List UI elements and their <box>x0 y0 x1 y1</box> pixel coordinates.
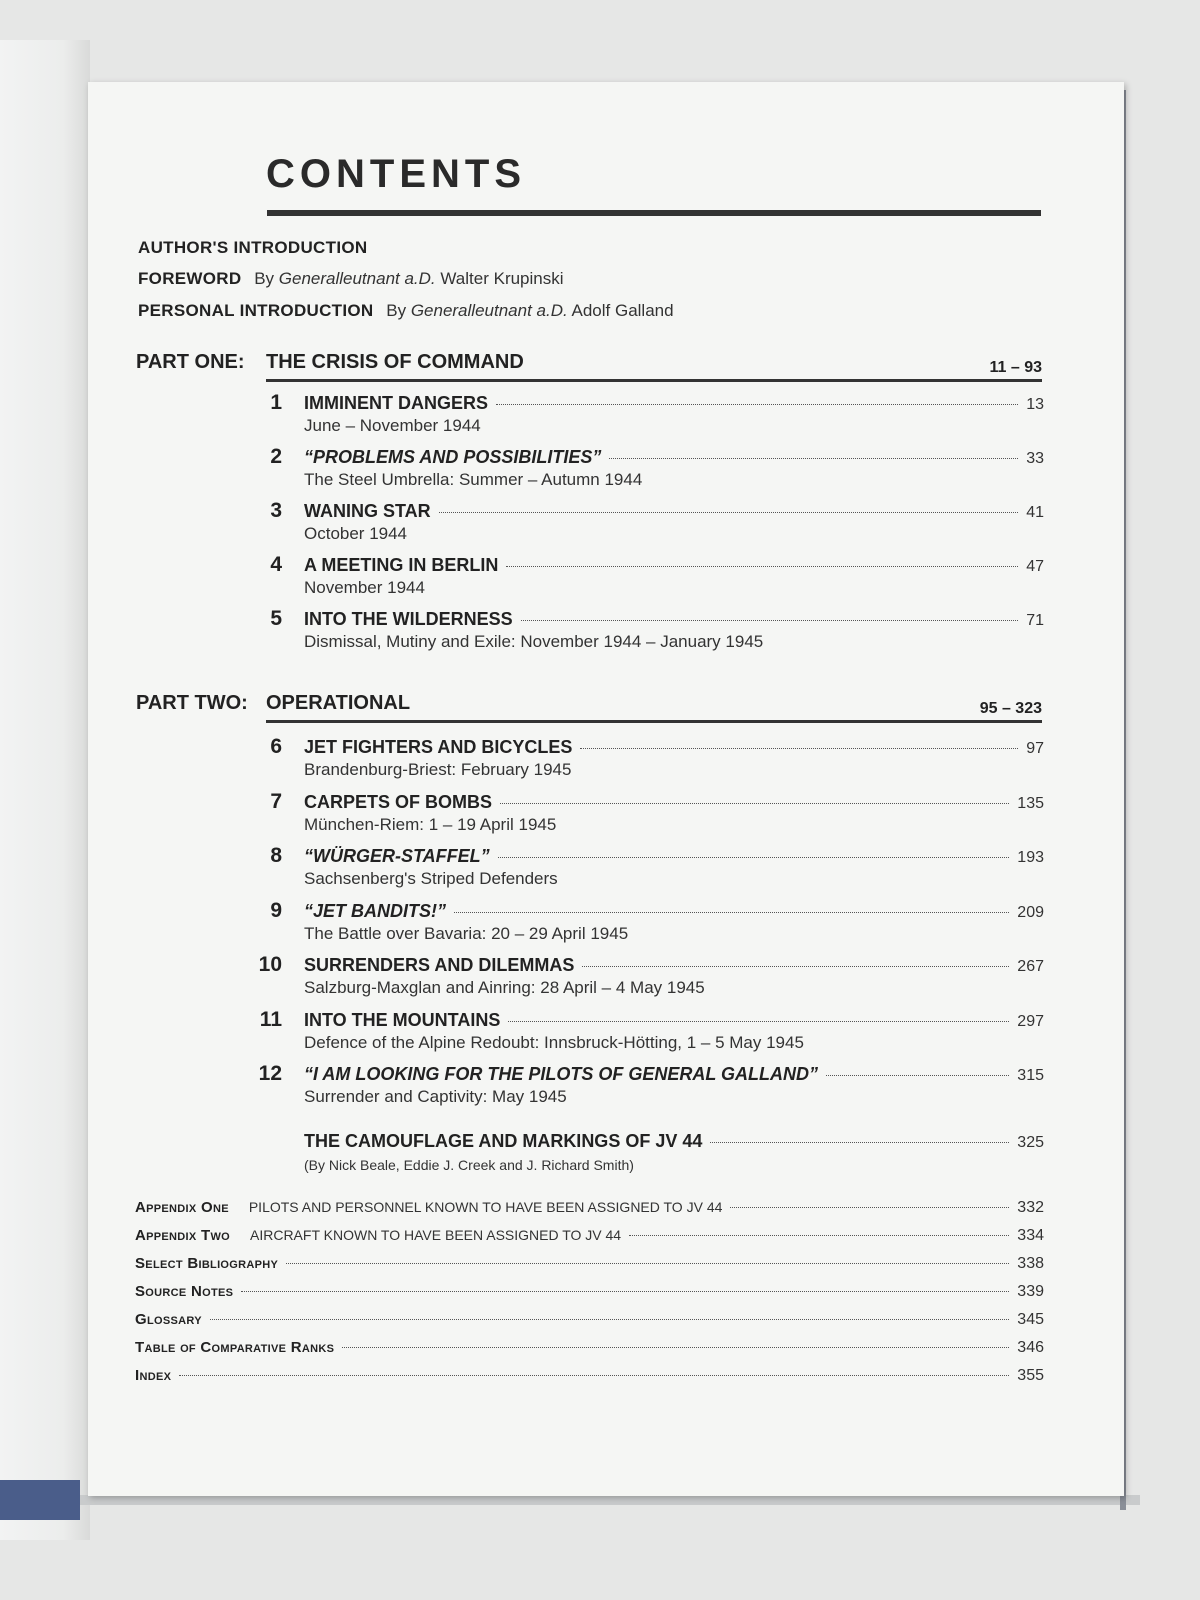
part-heading <box>136 351 1042 391</box>
chapter-subtitle: June – November 1944 <box>304 416 481 435</box>
backmatter-entry <box>135 1311 1044 1329</box>
dot-leader <box>241 1290 1009 1292</box>
chapter-entry <box>240 393 1044 443</box>
chapter-number: 7 <box>270 790 282 813</box>
part-page-range: 11 – 93 <box>989 359 1042 376</box>
chapter-entry <box>240 1010 1044 1060</box>
page-stack-edge <box>80 1495 1140 1505</box>
backmatter-label: Glossary <box>135 1311 202 1328</box>
chapter-number: 10 <box>258 953 282 976</box>
camouflage-title: THE CAMOUFLAGE AND MARKINGS OF JV 44 <box>304 1131 703 1151</box>
chapter-title: “JET BANDITS!” <box>304 901 447 921</box>
chapter-number: 8 <box>270 844 282 867</box>
chapter-subtitle: The Steel Umbrella: Summer – Autumn 1944 <box>304 470 643 489</box>
chapter-subtitle: München-Riem: 1 – 19 April 1945 <box>304 815 557 834</box>
chapter-entry <box>240 955 1044 1005</box>
camouflage-entry <box>240 1131 1044 1181</box>
personal-introduction-label: PERSONAL INTRODUCTION <box>138 301 374 320</box>
backmatter-page: 346 <box>1017 1339 1044 1356</box>
dot-leader <box>508 1020 1009 1022</box>
chapter-subtitle: October 1944 <box>304 524 408 543</box>
dot-leader <box>179 1374 1009 1376</box>
part-label: PART ONE: <box>136 351 245 373</box>
dot-leader <box>342 1346 1009 1348</box>
book-gutter <box>0 40 90 1540</box>
dot-leader <box>826 1074 1009 1076</box>
camouflage-page: 325 <box>1017 1134 1044 1151</box>
backmatter-label: Select Bibliography <box>135 1255 279 1272</box>
backmatter-description: AIRCRAFT KNOWN TO HAVE BEEN ASSIGNED TO JV 44 <box>250 1227 622 1243</box>
dot-leader <box>710 1141 1009 1143</box>
chapter-number: 11 <box>259 1008 282 1031</box>
backmatter-page: 339 <box>1017 1283 1044 1300</box>
chapter-page: 97 <box>1026 740 1044 757</box>
dot-leader <box>506 565 1018 567</box>
chapter-page: 193 <box>1017 849 1044 866</box>
part-page-range: 95 – 323 <box>979 700 1042 717</box>
backmatter-description: PILOTS AND PERSONNEL KNOWN TO HAVE BEEN ASSIGNED TO JV 44 <box>248 1199 723 1215</box>
part-rule <box>266 720 1042 723</box>
part-rule <box>266 379 1042 382</box>
dot-leader <box>609 457 1018 459</box>
part-heading <box>136 692 1042 732</box>
backmatter-label: Table of Comparative Ranks <box>135 1339 335 1356</box>
chapter-entry <box>240 846 1044 896</box>
dot-leader <box>498 856 1010 858</box>
author-introduction-label: AUTHOR'S INTRODUCTION <box>138 238 368 257</box>
chapter-title: IMMINENT DANGERS <box>304 393 488 413</box>
chapter-number: 2 <box>270 445 282 468</box>
chapter-number: 6 <box>270 735 282 758</box>
chapter-subtitle: Surrender and Captivity: May 1945 <box>304 1087 567 1106</box>
dot-leader <box>521 619 1019 621</box>
chapter-entry <box>240 447 1044 497</box>
dot-leader <box>730 1206 1009 1208</box>
chapter-page: 41 <box>1026 504 1044 521</box>
dot-leader <box>210 1318 1009 1320</box>
chapter-entry <box>240 792 1044 842</box>
chapter-page: 13 <box>1026 396 1044 413</box>
dot-leader <box>582 965 1009 967</box>
backmatter-entry <box>135 1283 1044 1301</box>
chapter-page: 297 <box>1017 1013 1044 1030</box>
dot-leader <box>496 403 1018 405</box>
chapter-page: 209 <box>1017 904 1044 921</box>
backmatter-label: Index <box>135 1367 172 1384</box>
backmatter-entry <box>135 1199 1044 1217</box>
backmatter-entry <box>135 1367 1044 1385</box>
dot-leader <box>286 1262 1009 1264</box>
chapter-entry <box>240 737 1044 787</box>
dot-leader <box>629 1234 1009 1236</box>
intro-personal <box>138 301 674 321</box>
chapter-title: INTO THE WILDERNESS <box>304 609 513 629</box>
intro-foreword <box>138 269 564 289</box>
chapter-subtitle: Salzburg-Maxglan and Ainring: 28 April – 4 May 1945 <box>304 978 705 997</box>
backmatter-page: 355 <box>1017 1367 1044 1384</box>
camouflage-authors: (By Nick Beale, Eddie J. Creek and J. Richard Smith) <box>304 1157 634 1173</box>
chapter-subtitle: Dismissal, Mutiny and Exile: November 1944 – January 1945 <box>304 632 764 651</box>
chapter-subtitle: The Battle over Bavaria: 20 – 29 April 1945 <box>304 924 629 943</box>
personal-by: By Generalleutnant a.D. Adolf Galland <box>386 301 674 320</box>
chapter-page: 135 <box>1017 795 1044 812</box>
part-title: THE CRISIS OF COMMAND <box>266 351 524 373</box>
backmatter-page: 334 <box>1017 1227 1044 1244</box>
book-cover-edge <box>0 1480 80 1520</box>
chapter-page: 71 <box>1026 612 1044 629</box>
backmatter-label: Source Notes <box>135 1283 234 1300</box>
chapter-title: “I AM LOOKING FOR THE PILOTS OF GENERAL GALLAND” <box>304 1064 818 1084</box>
chapter-number: 3 <box>270 499 282 522</box>
chapter-entry <box>240 901 1044 951</box>
page-title: CONTENTS <box>266 152 526 196</box>
chapter-number: 12 <box>258 1062 282 1085</box>
chapter-page: 47 <box>1026 558 1044 575</box>
foreword-label: FOREWORD <box>138 269 242 288</box>
chapter-number: 9 <box>270 899 282 922</box>
dot-leader <box>580 747 1018 749</box>
chapter-title: A MEETING IN BERLIN <box>304 555 499 575</box>
chapter-page: 33 <box>1026 450 1044 467</box>
chapter-page: 267 <box>1017 958 1044 975</box>
title-rule <box>267 210 1041 216</box>
part-title: OPERATIONAL <box>266 692 411 714</box>
chapter-number: 1 <box>270 391 282 414</box>
chapter-entry <box>240 609 1044 659</box>
intro-author <box>138 238 367 258</box>
backmatter-entry <box>135 1227 1044 1245</box>
chapter-subtitle: Sachsenberg's Striped Defenders <box>304 869 558 888</box>
backmatter-entry <box>135 1255 1044 1273</box>
backmatter-page: 338 <box>1017 1255 1044 1272</box>
chapter-title: JET FIGHTERS AND BICYCLES <box>304 737 573 757</box>
foreword-by: By Generalleutnant a.D. Walter Krupinski <box>254 269 564 288</box>
chapter-entry <box>240 501 1044 551</box>
chapter-subtitle: Brandenburg-Briest: February 1945 <box>304 760 572 779</box>
chapter-title: “PROBLEMS AND POSSIBILITIES” <box>304 447 602 467</box>
backmatter-entry <box>135 1339 1044 1357</box>
chapter-entry <box>240 1064 1044 1114</box>
chapter-number: 5 <box>270 607 282 630</box>
chapter-title: SURRENDERS AND DILEMMAS <box>304 955 575 975</box>
dot-leader <box>439 511 1019 513</box>
backmatter-page: 332 <box>1017 1199 1044 1216</box>
chapter-title: CARPETS OF BOMBS <box>304 792 493 812</box>
chapter-page: 315 <box>1017 1067 1044 1084</box>
backmatter-label: Appendix Two <box>135 1227 230 1244</box>
chapter-subtitle: Defence of the Alpine Redoubt: Innsbruck-Hötting, 1 – 5 May 1945 <box>304 1033 804 1052</box>
chapter-title: INTO THE MOUNTAINS <box>304 1010 501 1030</box>
part-label: PART TWO: <box>136 692 248 714</box>
backmatter-page: 345 <box>1017 1311 1044 1328</box>
dot-leader <box>500 802 1009 804</box>
chapter-title: “WÜRGER-STAFFEL” <box>304 846 490 866</box>
chapter-number: 4 <box>270 553 282 576</box>
chapter-entry <box>240 555 1044 605</box>
chapter-title: WANING STAR <box>304 501 431 521</box>
dot-leader <box>454 911 1009 913</box>
backmatter-label: Appendix One <box>135 1199 229 1216</box>
chapter-subtitle: November 1944 <box>304 578 425 597</box>
